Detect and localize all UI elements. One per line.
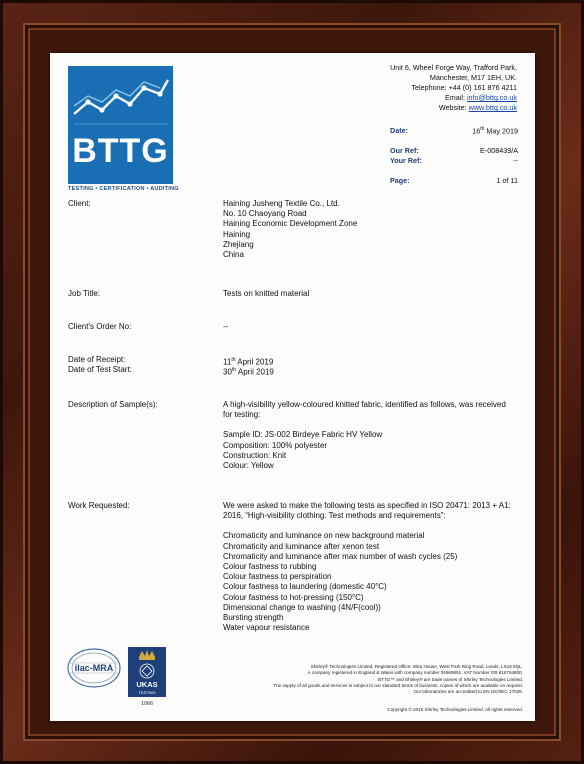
test-item: Colour fastness to hot-pressing (150°C) bbox=[223, 592, 364, 602]
test-start-label: Date of Test Start: bbox=[68, 365, 132, 374]
footer-line: Shirley® Technologies Limited. Registered Office: Wira House, West Park Ring Road, Leeds, LS16 6QL. bbox=[310, 664, 523, 669]
work-intro-line: 2016, “High-visibility clothing. Test methods and requirements”: bbox=[223, 511, 446, 521]
logo-wordmark: BTTG bbox=[72, 132, 169, 170]
address-line-1: Unit 6, Wheel Forge Way, Trafford Park, bbox=[390, 63, 517, 72]
address-line-2: Manchester, M17 1EH, UK. bbox=[429, 73, 517, 82]
email-link[interactable]: info@bttg.co.uk bbox=[466, 93, 517, 102]
legal-footer bbox=[223, 664, 523, 695]
client-address bbox=[223, 199, 523, 260]
sample-detail-line: Composition: 100% polyester bbox=[223, 440, 328, 450]
copyright: Copyright © 2019 Shirley Technologies Limited. All rights reserved. bbox=[387, 707, 523, 712]
ukas-logo bbox=[128, 647, 166, 697]
page-value: 1 of 11 bbox=[496, 176, 518, 185]
footer-line: Our laboratories are accredited to EN ISO/IEC 17025. bbox=[413, 689, 523, 695]
client-line: No. 10 Chaoyang Road bbox=[223, 209, 307, 219]
your-ref-label: Your Ref: bbox=[390, 156, 422, 165]
test-item: Chromaticity and luminance after xenon test bbox=[223, 541, 380, 551]
receipt-date-label: Date of Receipt: bbox=[68, 355, 126, 364]
our-ref-value: E-008439/A bbox=[480, 146, 518, 155]
footer-line: A company registered in England & Wales with company number 04669651. VAT Number GB 816764800. bbox=[307, 670, 523, 676]
ukas-testing-text: TESTING bbox=[138, 690, 156, 695]
sample-detail-line: Colour: Yellow bbox=[223, 461, 274, 471]
test-item: Bursting strength bbox=[223, 613, 284, 623]
telephone-value: +44 (0) 161 876 4211 bbox=[448, 83, 517, 92]
website-link[interactable]: www.bttg.co.uk bbox=[468, 103, 517, 112]
footer-line: The supply of all goods and services is subject to our standard terms of business, copies of which are available on request. bbox=[273, 682, 523, 688]
test-start-value: 30th April 2019 bbox=[223, 367, 274, 377]
date-label: Date: bbox=[390, 126, 408, 135]
our-ref-label: Our Ref: bbox=[390, 146, 419, 155]
job-title-label: Job Title: bbox=[68, 289, 101, 298]
telephone-line: Telephone: +44 (0) 161 876 4211 bbox=[411, 83, 517, 92]
sample-detail-line: Sample ID: JS-002 Birdeye Fabric HV Yellow bbox=[223, 430, 383, 440]
date-value: 16th May 2019 bbox=[472, 126, 518, 136]
test-item: Chromaticity and luminance after max number of wash cycles (25) bbox=[223, 551, 458, 561]
client-line: Zhejiang bbox=[223, 239, 254, 249]
test-item: Chromaticity and luminance on new background material bbox=[223, 531, 425, 541]
sample-intro-line: for testing: bbox=[223, 410, 261, 420]
test-item: Colour fastness to rubbing bbox=[223, 562, 317, 572]
receipt-date-value: 11th April 2019 bbox=[223, 357, 274, 367]
order-no-label: Client's Order No: bbox=[68, 322, 132, 331]
sample-description bbox=[223, 400, 523, 471]
ukas-text: UKAS bbox=[136, 680, 158, 689]
test-item: Colour fastness to perspiration bbox=[223, 572, 332, 582]
page-label: Page: bbox=[390, 176, 410, 185]
logo-tagline: TESTING • CERTIFICATION • AUDITING bbox=[68, 186, 179, 192]
email-line: Email: info@bttg.co.uk bbox=[444, 93, 517, 102]
client-line: China bbox=[223, 250, 244, 260]
crown-icon bbox=[128, 647, 166, 697]
ilac-mra-logo-icon bbox=[66, 647, 122, 689]
sample-label: Description of Sample(s): bbox=[68, 400, 158, 409]
client-line: Haining Economic Development Zone bbox=[223, 219, 358, 229]
client-line: Haining bbox=[223, 229, 251, 239]
client-line: Haining Jusheng Textile Co., Ltd. bbox=[223, 199, 340, 208]
order-no-value: -- bbox=[223, 322, 229, 331]
company-address bbox=[390, 63, 517, 113]
work-intro-line: We were asked to make the following tests as specified in ISO 20471: 2013 + A1: bbox=[223, 501, 511, 510]
test-item: Dimensional change to washing (4N/F(cool)) bbox=[223, 602, 381, 612]
client-label: Client: bbox=[68, 199, 91, 208]
website-line: Website: www.bttg.co.uk bbox=[438, 103, 517, 112]
work-requested bbox=[223, 501, 523, 633]
your-ref-value: -- bbox=[513, 156, 518, 165]
sample-intro-line: A high-visibility yellow-coloured knitted fabric, identified as follows, was received bbox=[223, 400, 506, 409]
bttg-logo bbox=[68, 66, 173, 184]
ukas-number: 1066 bbox=[140, 701, 154, 707]
sample-detail-line: Construction: Knit bbox=[223, 450, 287, 460]
work-requested-label: Work Requested: bbox=[68, 501, 130, 510]
job-title-value: Tests on knitted material bbox=[223, 289, 310, 298]
test-item: Water vapour resistance bbox=[223, 623, 310, 633]
ilac-text: ilac-MRA bbox=[74, 663, 114, 673]
test-item: Colour fastness to laundering (domestic 40°C) bbox=[223, 582, 387, 592]
certificate-page bbox=[50, 53, 535, 721]
footer-line: BTTG™ and Shirley® are trade names of Shirley Technologies Limited. bbox=[377, 676, 523, 682]
